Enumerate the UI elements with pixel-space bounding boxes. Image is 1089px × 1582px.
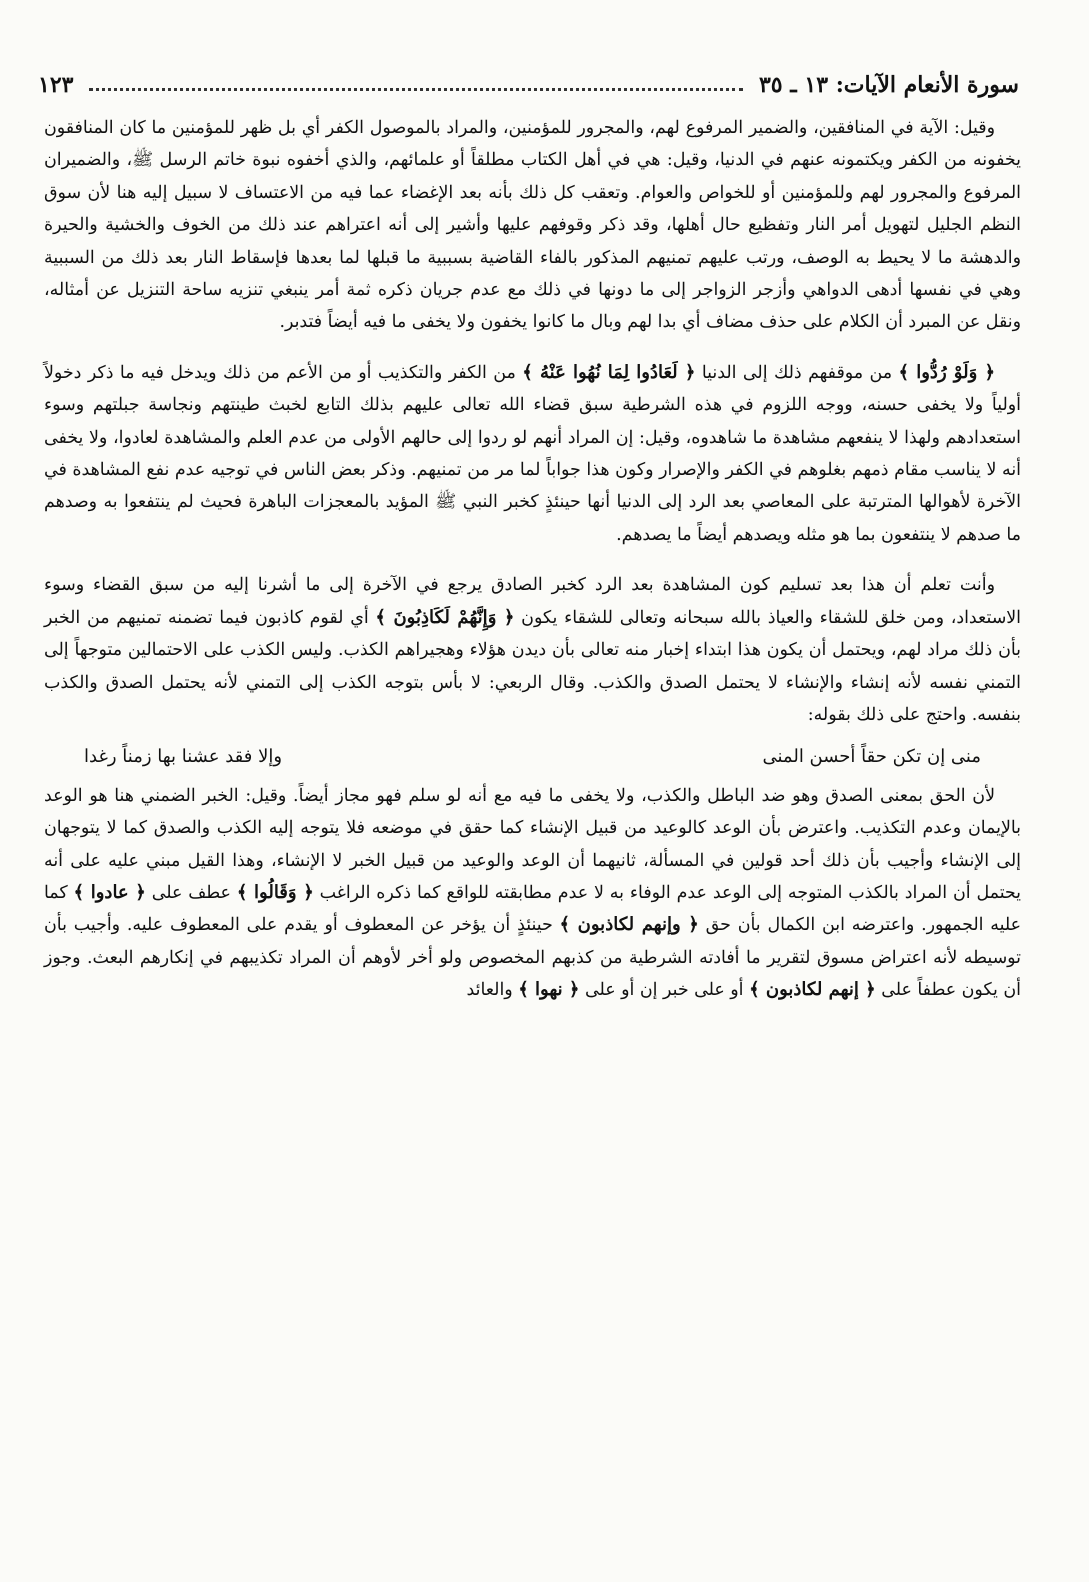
text-run: أي لقوم كاذبون فيما تضمنه تمنيهم من الخبر بأن ذلك مراد لهم، ويحتمل أن يكون هذا ابتداء إخبار منه تعالى بأن ديدن هؤلاء وهجيراهم الكذب. وليس الكذب على الاحتمالين متوجهاً إلى التمني نفسه لأنه إنشاء والإنشاء لا يحتمل الصدق والكذب. وقال الربعي: لا بأس بتوجه الكذب إلى التمني لأنه يحتمل الصدق والكذب بنفسه. واحتج على ذلك بقوله: bbox=[44, 607, 1021, 725]
running-header bbox=[38, 68, 1019, 102]
text-run: حينئذٍ أن يؤخر عن المعطوف أو يقدم على المعطوف عليه. وأجيب بأن توسيطه لأنه اعتراض مسوق لتقرير ما أفادته الشرطية من كذبهم المخصوص ولو أخر لأوهم أن المراد تكذيبهم في إنكارهم البعث. وجوز أن يكون عطفاً على bbox=[44, 915, 1021, 1001]
quran-quote: ﴿ عادوا ﴾ bbox=[73, 881, 146, 903]
text-run: كما عليه الجمهور. واعترضه ابن الكمال بأن حق bbox=[44, 882, 1022, 936]
quran-quote: ﴿ نهوا ﴾ bbox=[518, 979, 580, 1001]
quran-quote: ﴿ إنهم لكاذبون ﴾ bbox=[749, 979, 876, 1001]
poem-hemistich-left: وإلا فقد عشنا بها زمناً رغدا bbox=[84, 746, 283, 768]
paragraph-3 bbox=[44, 569, 1021, 731]
text-run: وأنت تعلم أن هذا بعد تسليم كون المشاهدة بعد الرد كخبر الصادق يرجع في الآخرة إلى ما أشرنا إليه من سبق القضاء وسوء الاستعداد، ومن خلق للشقاء والعياذ بالله سبحانه وتعالى للشقاء يكون bbox=[44, 575, 1022, 628]
text-run: والعائد bbox=[466, 980, 519, 1001]
poem-hemistich-right: منى إن تكن حقاً أحسن المنى bbox=[762, 746, 981, 768]
quran-quote: ﴿ لَعَادُوا لِمَا نُهُوا عَنْهُ ﴾ bbox=[522, 361, 696, 383]
quran-quote: ﴿ وإنهم لكاذبون ﴾ bbox=[559, 914, 699, 936]
page-body bbox=[44, 112, 1021, 1007]
dotted-leader bbox=[89, 80, 743, 91]
text-run: من موقفهم ذلك إلى الدنيا bbox=[695, 362, 899, 383]
paragraph-1 bbox=[44, 112, 1021, 339]
quran-quote: ﴿ وَقَالُوا ﴾ bbox=[236, 881, 314, 903]
paragraph-2 bbox=[44, 357, 1021, 551]
quran-quote: ﴿ وَلَوْ رُدُّوا ﴾ bbox=[898, 361, 995, 383]
text-run: أو على خبر إن أو على bbox=[579, 980, 750, 1001]
page-number: ١٢٣ bbox=[38, 72, 74, 98]
text-run: وقيل: الآية في المنافقين، والضمير المرفوع لهم، والمجرور للمؤمنين، والمراد بالموصول الكفر أي بل ظهر للمؤمنين ما كان المنافقون يخفونه من الكفر ويكتمونه عنهم في الدنيا، وقيل: هي في أهل الكتاب مطلقاً أو علمائهم، والذي أخفوه نبوة خاتم الرسل ﷺ، والضميران المرفوع والمجرور لهم وللمؤمنين أو للخواص والعوام. وتعقب كل ذلك بأنه بعد الإغضاء عما فيه من الاعتساف لا سبيل إليه هنا لأن سوق النظم الجليل لتهويل أمر النار وتفظيع حال أهلها، وقد ذكر وقوفهم عليها وأشير إلى أنه اعتراهم عند ذلك من الخوف والخشية والحيرة والدهشة ما لا يحيط به الوصف، ورتب عليهم تمنيهم المذكور بالفاء القاضية بسببية ما قبلها لما بعدها فإسقاط النار بعد ذلك من السببية وهي في نفسها أدهى الدواهي وأزجر الزواجر إلى ما دونها في ذلك مع عدم جريان ذكره ثمة أمر ينبغي تنزيه ساحة التنزيل عن أمثاله، ونقل عن المبرد أن الكلام على حذف مضاف أي بدا لهم وبال ما كانوا يخفون ولا يخفى ما فيه أيضاً فتدبر. bbox=[44, 118, 1021, 333]
text-run: لأن الحق بمعنى الصدق وهو ضد الباطل والكذب، ولا يخفى ما فيه مع أنه لو سلم فهو مجاز أيضاً. وقيل: الخبر الضمني هنا هو الوعد بالإيمان وعدم التكذيب. واعترض بأن الوعد كالوعيد من قبيل الإنشاء كما حقق في موضعه فلا يتوجه إليه الكذب والصدق كما لا يتوجهان إلى الإنشاء وأجيب بأن ذلك أحد قولين في المسألة، ثانيهما أن الوعد والوعيد من قبيل الخبر لا الإنشاء، وهذا القيل مبني عليه على أنه يحتمل أن المراد بالكذب المتوجه إلى الوعد عدم الوفاء به لا عدم مطابقته للواقع كما ذكره الراغب bbox=[44, 785, 1022, 903]
text-run: عطف على bbox=[145, 882, 237, 903]
poem-verse bbox=[44, 741, 1021, 773]
text-run: من الكفر والتكذيب أو من الأعم من ذلك ويدخل فيه ما ذكر دخولاً أولياً ولا يخفى حسنه، ووجه اللزوم في هذه الشرطية سبق قضاء الله تعالى عليهم بذلك التابع لخبث طينتهم ونجاسة جبلتهم وسوء استعدادهم ولهذا لا ينفعهم مشاهدة ما شاهدوه، وقيل: إن المراد أنهم لو ردوا إلى حالهم الأولى من عدم العلم والمشاهدة لعادوا، ولا يخفى أنه لا يناسب مقام ذمهم بغلوهم في الكفر والإصرار وكون هذا جواباً لما مر من تمنيهم. وذكر بعض الناس في توجيه عدم نفع المشاهدة في الآخرة لأهوالها المترتبة على المعاصي بعد الرد إلى الدنيا أنها حينئذٍ كخبر النبي ﷺ المؤيد بالمعجزات الباهرة فحيث لم ينتفعوا به وصدهم ما صدهم لا ينتفعون بما هو مثله ويصدهم أيضاً ما يصدهم. bbox=[44, 362, 1021, 545]
quran-quote: ﴿ وَإِنَّهُمْ لَكَاذِبُونَ ﴾ bbox=[375, 606, 515, 628]
paragraph-4 bbox=[44, 780, 1021, 1007]
surah-title: سورة الأنعام الآيات: ١٣ ـ ٣٥ bbox=[758, 72, 1019, 98]
